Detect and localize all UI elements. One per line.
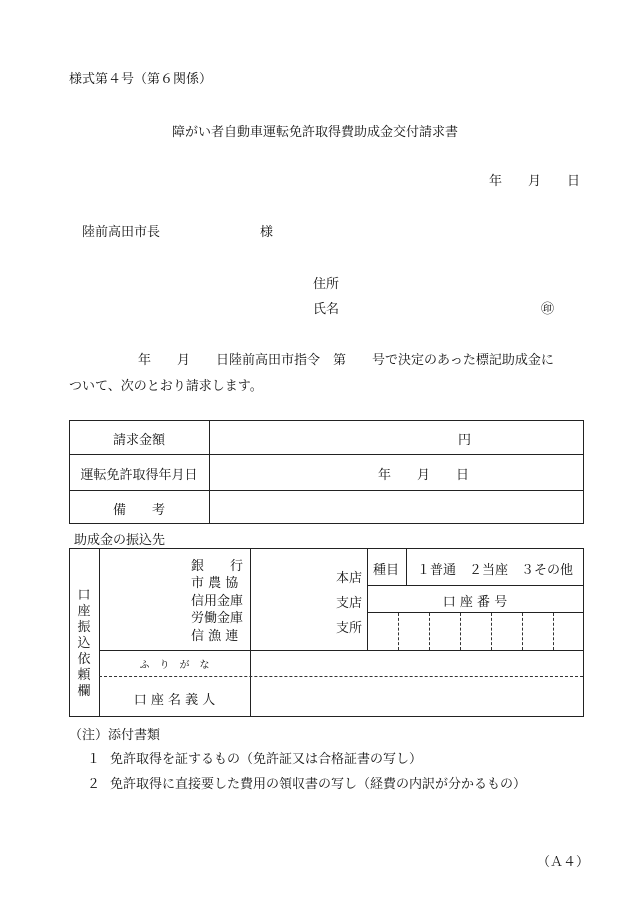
address-label: 住所 [313, 277, 340, 292]
honorific: 様 [260, 225, 274, 240]
name-label: 氏名 [313, 302, 340, 317]
addressee: 陸前高田市長 [82, 225, 161, 240]
document-title: 障がい者自動車運転免許取得費助成金交付請求書 [171, 125, 458, 140]
institution-fish-coop: 信 漁 連 [191, 629, 239, 644]
account-number-label: 口 座 番 号 [442, 595, 508, 610]
license-date-label: 運転免許取得年月日 [80, 468, 198, 483]
notes-heading: （注）添付書類 [69, 728, 161, 743]
note-number: ２ [87, 777, 101, 792]
side-label-char: 込 [77, 636, 91, 651]
side-label-char: 頼 [77, 668, 91, 683]
remarks-label: 備 考 [112, 503, 165, 518]
body-text-line1: 年 月 日陸前高田市指令 第 号で決定のあった標記助成金に [138, 353, 554, 368]
side-label-char: 振 [77, 620, 91, 635]
paper-size: （Ａ４） [537, 855, 590, 870]
account-type-label: 種目 [373, 563, 400, 578]
institution-shinkin: 信用金庫 [191, 594, 244, 609]
seal-mark: ㊞ [541, 302, 555, 317]
account-holder-label: 口 座 名 義 人 [133, 693, 216, 708]
institution-rokin: 労働金庫 [191, 611, 244, 626]
furigana-label: ふ り が な [139, 660, 210, 671]
branch-sub-branch: 支所 [336, 621, 363, 636]
claim-amount-unit: 円 [458, 433, 472, 448]
note-text: 免許取得に直接要した費用の領収書の写し（経費の内訳が分かるもの） [110, 777, 527, 792]
note-text: 免許取得を証するもの（免許証又は合格証書の写し） [110, 752, 423, 767]
claim-amount-label: 請求金額 [112, 433, 165, 448]
license-date-value: 年 月 日 [378, 468, 470, 483]
date-line: 年 月 日 [489, 174, 581, 189]
side-label-char: 座 [77, 604, 91, 619]
branch-branch: 支店 [336, 596, 363, 611]
side-label-char: 欄 [77, 684, 91, 699]
side-label-char: 口 [77, 588, 91, 603]
institution-bank: 銀 行 [191, 559, 244, 574]
institution-agri-coop: 市 農 協 [191, 576, 239, 591]
transfer-caption: 助成金の振込先 [74, 533, 166, 548]
branch-head-office: 本店 [336, 571, 363, 586]
account-type-options: １普通 ２当座 ３その他 [417, 563, 574, 578]
side-label-char: 依 [77, 652, 91, 667]
form-number: 様式第４号（第６関係） [69, 72, 213, 87]
body-text-line2: ついて、次のとおり請求します。 [69, 379, 263, 394]
note-number: １ [87, 752, 101, 767]
